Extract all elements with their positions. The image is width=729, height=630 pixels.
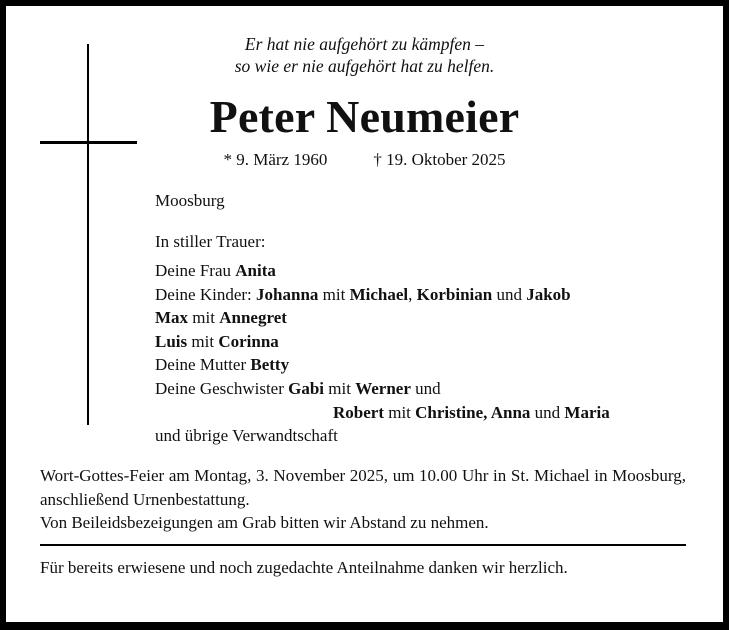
condolence-note: Von Beileidsbezeigungen am Grab bitten wir Abstand zu nehmen. — [40, 513, 489, 532]
quote-line: so wie er nie aufgehört hat zu helfen. — [234, 56, 495, 76]
mourning-intro: In stiller Trauer: — [155, 232, 266, 251]
mourner-line: Max mit Annegret — [155, 308, 287, 328]
mourner-line: Luis mit Corinna — [155, 331, 279, 351]
relatives-line: und übrige Verwandtschaft — [155, 426, 338, 446]
mourners-list — [155, 259, 690, 448]
life-dates — [0, 150, 729, 170]
quote-line: Er hat nie aufgehört zu kämpfen – — [244, 34, 485, 54]
divider — [40, 544, 686, 546]
service-info — [40, 464, 686, 535]
thanks-text: Für bereits erwiesene und noch zugedachte Anteilnahme danken wir herzlich. — [40, 558, 568, 577]
mourner-line: Robert mit Christine, Anna und Maria — [333, 402, 610, 422]
deceased-name: Peter Neumeier — [209, 91, 520, 142]
mourner-line: Deine Frau Anita — [155, 261, 276, 280]
birth-date: * 9. März 1960 — [223, 150, 328, 169]
mourner-line: Deine Kinder: Johanna mit Michael, Korbinian und Jakob — [155, 284, 571, 304]
service-text: Wort-Gottes-Feier am Montag, 3. November 2025, um 10.00 Uhr in St. Michael in Moosburg, anschließend Urnenbestattung. — [40, 466, 686, 509]
mourner-line: Deine Geschwister Gabi mit Werner und — [155, 378, 441, 398]
place: Moosburg — [155, 191, 225, 210]
quote — [0, 33, 729, 77]
death-date: † 19. Oktober 2025 — [373, 150, 506, 169]
mourner-line: Deine Mutter Betty — [155, 355, 290, 375]
